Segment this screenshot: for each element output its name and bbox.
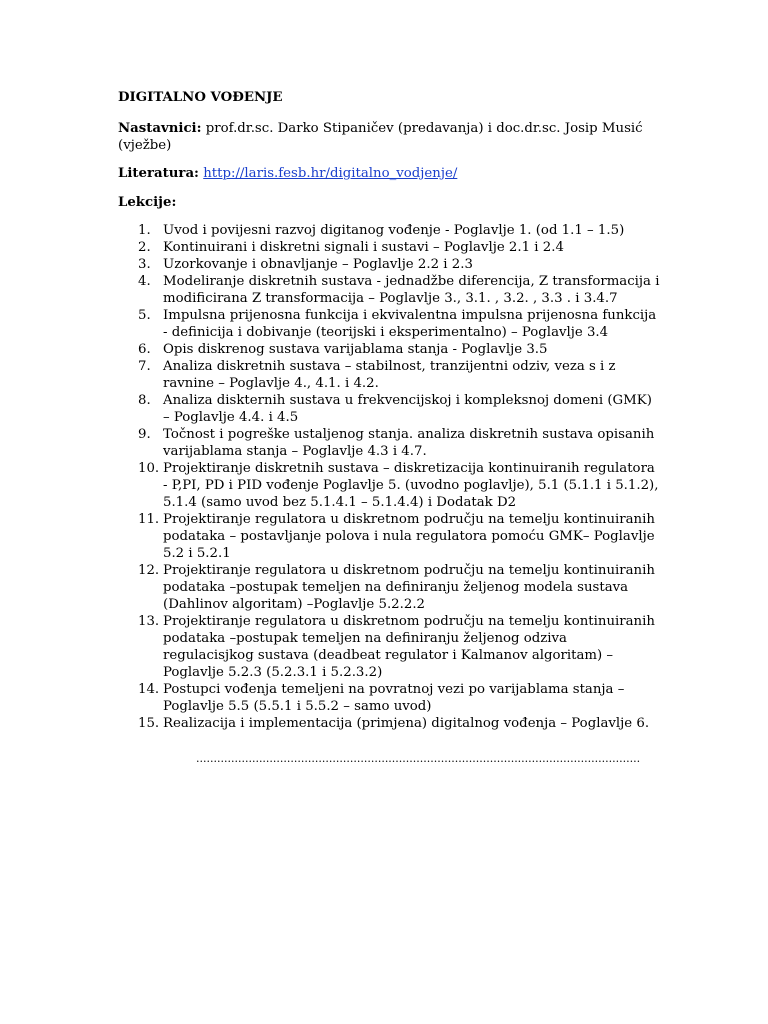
lesson-item <box>0 613 660 681</box>
lessons-list <box>0 222 660 732</box>
lesson-number: 5. <box>138 308 151 323</box>
lesson-text: Realizacija i implementacija (primjena) digitalnog vođenja – Poglavlje 6. <box>163 716 650 731</box>
lesson-number: 12. <box>138 563 160 578</box>
lesson-item <box>0 239 660 256</box>
lesson-item <box>0 426 660 460</box>
lesson-text: Postupci vođenja temeljeni na povratnoj vezi po varijablama stanja – Poglavlje 5.5 (5.5.1 i 5.5.2 – samo uvod) <box>163 682 625 714</box>
lesson-item <box>0 715 660 732</box>
lesson-text: Opis diskrenog sustava varijablama stanja - Poglavlje 3.5 <box>163 342 548 357</box>
lesson-number: 14. <box>138 682 160 697</box>
lesson-text: Točnost i pogreške ustaljenog stanja. analiza diskretnih sustava opisanih varijablama stanja – Poglavlje 4.3 i 4.7. <box>163 427 655 459</box>
separator-dots: ............................................................................................................................... <box>196 752 641 765</box>
lesson-item <box>0 511 660 562</box>
lesson-item <box>0 307 660 341</box>
lesson-number: 7. <box>138 359 151 374</box>
lesson-text: Modeliranje diskretnih sustava - jednadžbe diferencija, Z transformacija i modificirana Z transformacija – Poglavlje 3., 3.1. , 3.2. , 3.3 . i 3.4.7 <box>163 274 660 306</box>
lessons-heading: Lekcije: <box>118 195 177 210</box>
literature-line <box>118 165 648 182</box>
lesson-item <box>0 562 660 613</box>
lesson-number: 10. <box>138 461 160 476</box>
lesson-number: 6. <box>138 342 151 357</box>
lesson-number: 2. <box>138 240 151 255</box>
lesson-item <box>0 681 660 715</box>
lesson-text: Projektiranje regulatora u diskretnom području na temelju kontinuiranih podataka – postavljanje polova i nula regulatora pomoću GMK– Poglavlje 5.2 i 5.2.1 <box>163 512 655 561</box>
lesson-text: Uzorkovanje i obnavljanje – Poglavlje 2.2 i 2.3 <box>163 257 473 272</box>
lesson-text: Projektiranje regulatora u diskretnom području na temelju kontinuiranih podataka –postupak temeljen na definiranju željenog odziva regulacisjkog sustava (deadbeat regulator i Kalmanov algoritam) –Poglavlje 5.2.3 (5.2.3.1 i 5.2.3.2) <box>163 614 655 680</box>
lesson-item <box>0 222 660 239</box>
lesson-item <box>0 358 660 392</box>
lesson-text: Projektiranje regulatora u diskretnom području na temelju kontinuiranih podataka –postupak temeljen na definiranju željenog modela sustava (Dahlinov algoritam) –Poglavlje 5.2.2.2 <box>163 563 655 612</box>
lesson-text: Analiza diskternih sustava u frekvencijskoj i kompleksnoj domeni (GMK) – Poglavlje 4.4. i 4.5 <box>163 393 652 425</box>
literature-link[interactable]: http://laris.fesb.hr/digitalno_vodjenje/ <box>203 166 458 181</box>
lesson-item <box>0 460 660 511</box>
lesson-number: 8. <box>138 393 151 408</box>
lesson-number: 13. <box>138 614 160 629</box>
document-title: DIGITALNO VOĐENJE <box>118 90 283 105</box>
lesson-item <box>0 256 660 273</box>
lesson-text: Uvod i povijesni razvoj digitanog vođenje - Poglavlje 1. (od 1.1 – 1.5) <box>163 223 625 238</box>
lesson-item <box>0 341 660 358</box>
lesson-number: 11. <box>138 512 160 527</box>
lesson-number: 9. <box>138 427 151 442</box>
lesson-number: 1. <box>138 223 151 238</box>
lesson-item <box>0 392 660 426</box>
lesson-text: Impulsna prijenosna funkcija i ekvivalentna impulsna prijenosna funkcija - definicija i dobivanje (teorijski i eksperimentalno) – Poglavlje 3.4 <box>163 308 657 340</box>
lesson-number: 3. <box>138 257 151 272</box>
lesson-item <box>0 273 660 307</box>
teachers-label: Nastavnici: <box>118 121 202 136</box>
lesson-number: 15. <box>138 716 160 731</box>
lesson-number: 4. <box>138 274 151 289</box>
lesson-text: Kontinuirani i diskretni signali i sustavi – Poglavlje 2.1 i 2.4 <box>163 240 564 255</box>
lesson-text: Projektiranje diskretnih sustava – diskretizacija kontinuiranih regulatora - P,PI, PD i PID vođenje Poglavlje 5. (uvodno poglavlje), 5.1 (5.1.1 i 5.1.2), 5.1.4 (samo uvod bez 5.1.4.1 – 5.1.4.4) i Dodatak D2 <box>163 461 659 510</box>
lesson-text: Analiza diskretnih sustava – stabilnost, tranzijentni odziv, veza s i z ravnine – Poglavlje 4., 4.1. i 4.2. <box>163 359 616 391</box>
teachers-text: prof.dr.sc. Darko Stipaničev (predavanja) i doc.dr.sc. Josip Musić (vježbe) <box>118 121 643 153</box>
literature-label: Literatura: <box>118 166 199 181</box>
teachers-line <box>118 120 648 154</box>
